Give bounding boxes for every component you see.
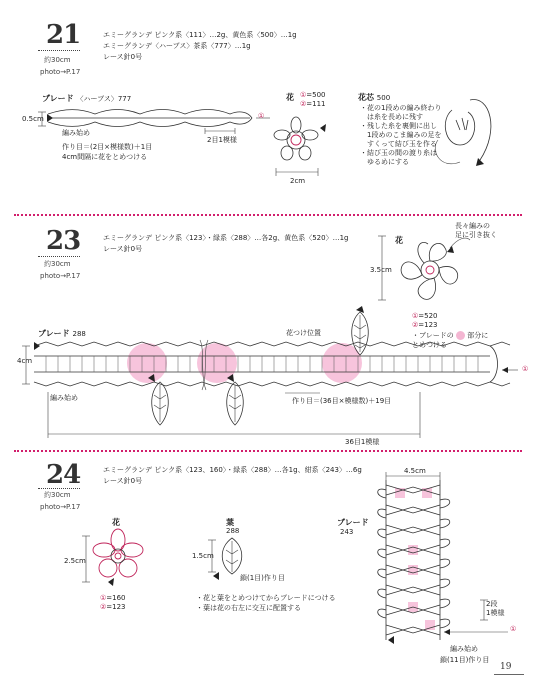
photo-ref-21: photo→P.17 xyxy=(40,68,81,76)
flower-size-23: 3.5cm xyxy=(370,266,392,274)
start-label-24: 編み始め xyxy=(450,645,478,653)
braid-yarn-24: 243 xyxy=(340,528,354,536)
formula-line: 4cm間隔に花をとめつける xyxy=(62,153,148,161)
repeat-label-24: 2段 1模様 xyxy=(486,600,505,617)
start-chain-24: 鎖(11目)作り目 xyxy=(440,656,490,664)
flower-label-21: 花 xyxy=(286,93,294,102)
repeat-label-21: 2目1模様 xyxy=(207,136,237,144)
material-line: エミーグランデ〈ハーブス〉茶系〈777〉…1g xyxy=(103,42,251,50)
material-line: エミーグランデ ピンク系〈123〉・緑系〈288〉…各2g、黄色系〈520〉…1g xyxy=(103,234,349,242)
leaf-notes-24: ・花と葉をとめつけてからブレードにつける ・葉は花の右左に交互に配置する xyxy=(196,594,336,612)
flower-label-24: 花 xyxy=(112,518,120,527)
material-line: レース針0号 xyxy=(103,477,143,485)
attach-notes-23: ・ブレードの 部分に とめつける xyxy=(412,331,489,349)
flower-note-23: 長々編みの 足に引き抜く xyxy=(455,222,497,239)
leaf-label-24: 葉 xyxy=(226,518,234,527)
braid-width-24: 4.5cm xyxy=(404,467,426,475)
row-marker-24: ① xyxy=(510,625,517,633)
page-number-rule xyxy=(494,674,524,675)
color-row: ②=111 xyxy=(300,100,326,108)
leaf-yarn-24: 288 xyxy=(226,527,240,535)
center-notes-21: ・花の1段めの編み終わり は糸を長めに残す ・残した糸を裏側に出し 1段めのこま編みの足を すくって結び玉を作る ・結び玉の間の渡り糸は ゆるめにする xyxy=(360,104,442,166)
color-row: ①=500 xyxy=(300,91,326,99)
repeat-label-23: 36目1模様 xyxy=(345,438,380,446)
start-label-23: 編み始め xyxy=(50,394,78,402)
pattern-number-21: 21 xyxy=(46,20,81,50)
material-line: レース針0号 xyxy=(103,53,143,61)
pattern-number-24: 24 xyxy=(46,460,81,490)
braid-title: ブレード xyxy=(42,94,74,103)
formula-line: 作り目＝(2目×模様数)＋1目 xyxy=(62,143,153,151)
material-line: エミーグランデ ピンク系〈123、160〉・緑系〈288〉…各1g、紺系〈243〉…6g xyxy=(103,466,362,474)
color-row: ②=123 xyxy=(412,321,438,329)
row-marker-21: ① xyxy=(258,112,265,120)
page-number: 19 xyxy=(500,662,512,672)
leaf-chain-24: 鎖(1目)作り目 xyxy=(240,574,285,582)
braid-label-23: ブレード 288 xyxy=(38,329,86,338)
length-21: 約30cm xyxy=(44,56,71,64)
leaf-size-24: 1.5cm xyxy=(192,552,214,560)
braid-width-23: 4cm xyxy=(17,357,33,365)
photo-ref-24: photo→P.17 xyxy=(40,503,81,511)
material-line: エミーグランデ ピンク系〈111〉…2g、黄色系〈500〉…1g xyxy=(103,31,297,39)
flower-size-21: 2cm xyxy=(290,177,306,185)
formula-23: 作り目＝(36目×模様数)＋19目 xyxy=(292,397,392,405)
row-marker-23: ① xyxy=(522,365,529,373)
flower-label-23: 花 xyxy=(395,236,403,245)
color-row: ①=160 xyxy=(100,594,126,602)
material-line: レース針0号 xyxy=(103,245,143,253)
pattern-number-23: 23 xyxy=(46,226,81,256)
photo-ref-23: photo→P.17 xyxy=(40,272,81,280)
attach-label-23: 花つけ位置 xyxy=(286,329,321,337)
start-label-21: 編み始め xyxy=(62,129,90,137)
flower-size-24: 2.5cm xyxy=(64,557,86,565)
center-label-21: 花芯 500 xyxy=(358,93,391,102)
length-23: 約30cm xyxy=(44,260,71,268)
length-24: 約30cm xyxy=(44,491,71,499)
braid-width-21: 0.5cm xyxy=(22,115,44,123)
color-row: ①=520 xyxy=(412,312,438,320)
braid-label-24: ブレード xyxy=(337,518,369,527)
braid-yarn: 〈ハーブス〉777 xyxy=(76,95,132,103)
color-row: ②=123 xyxy=(100,603,126,611)
